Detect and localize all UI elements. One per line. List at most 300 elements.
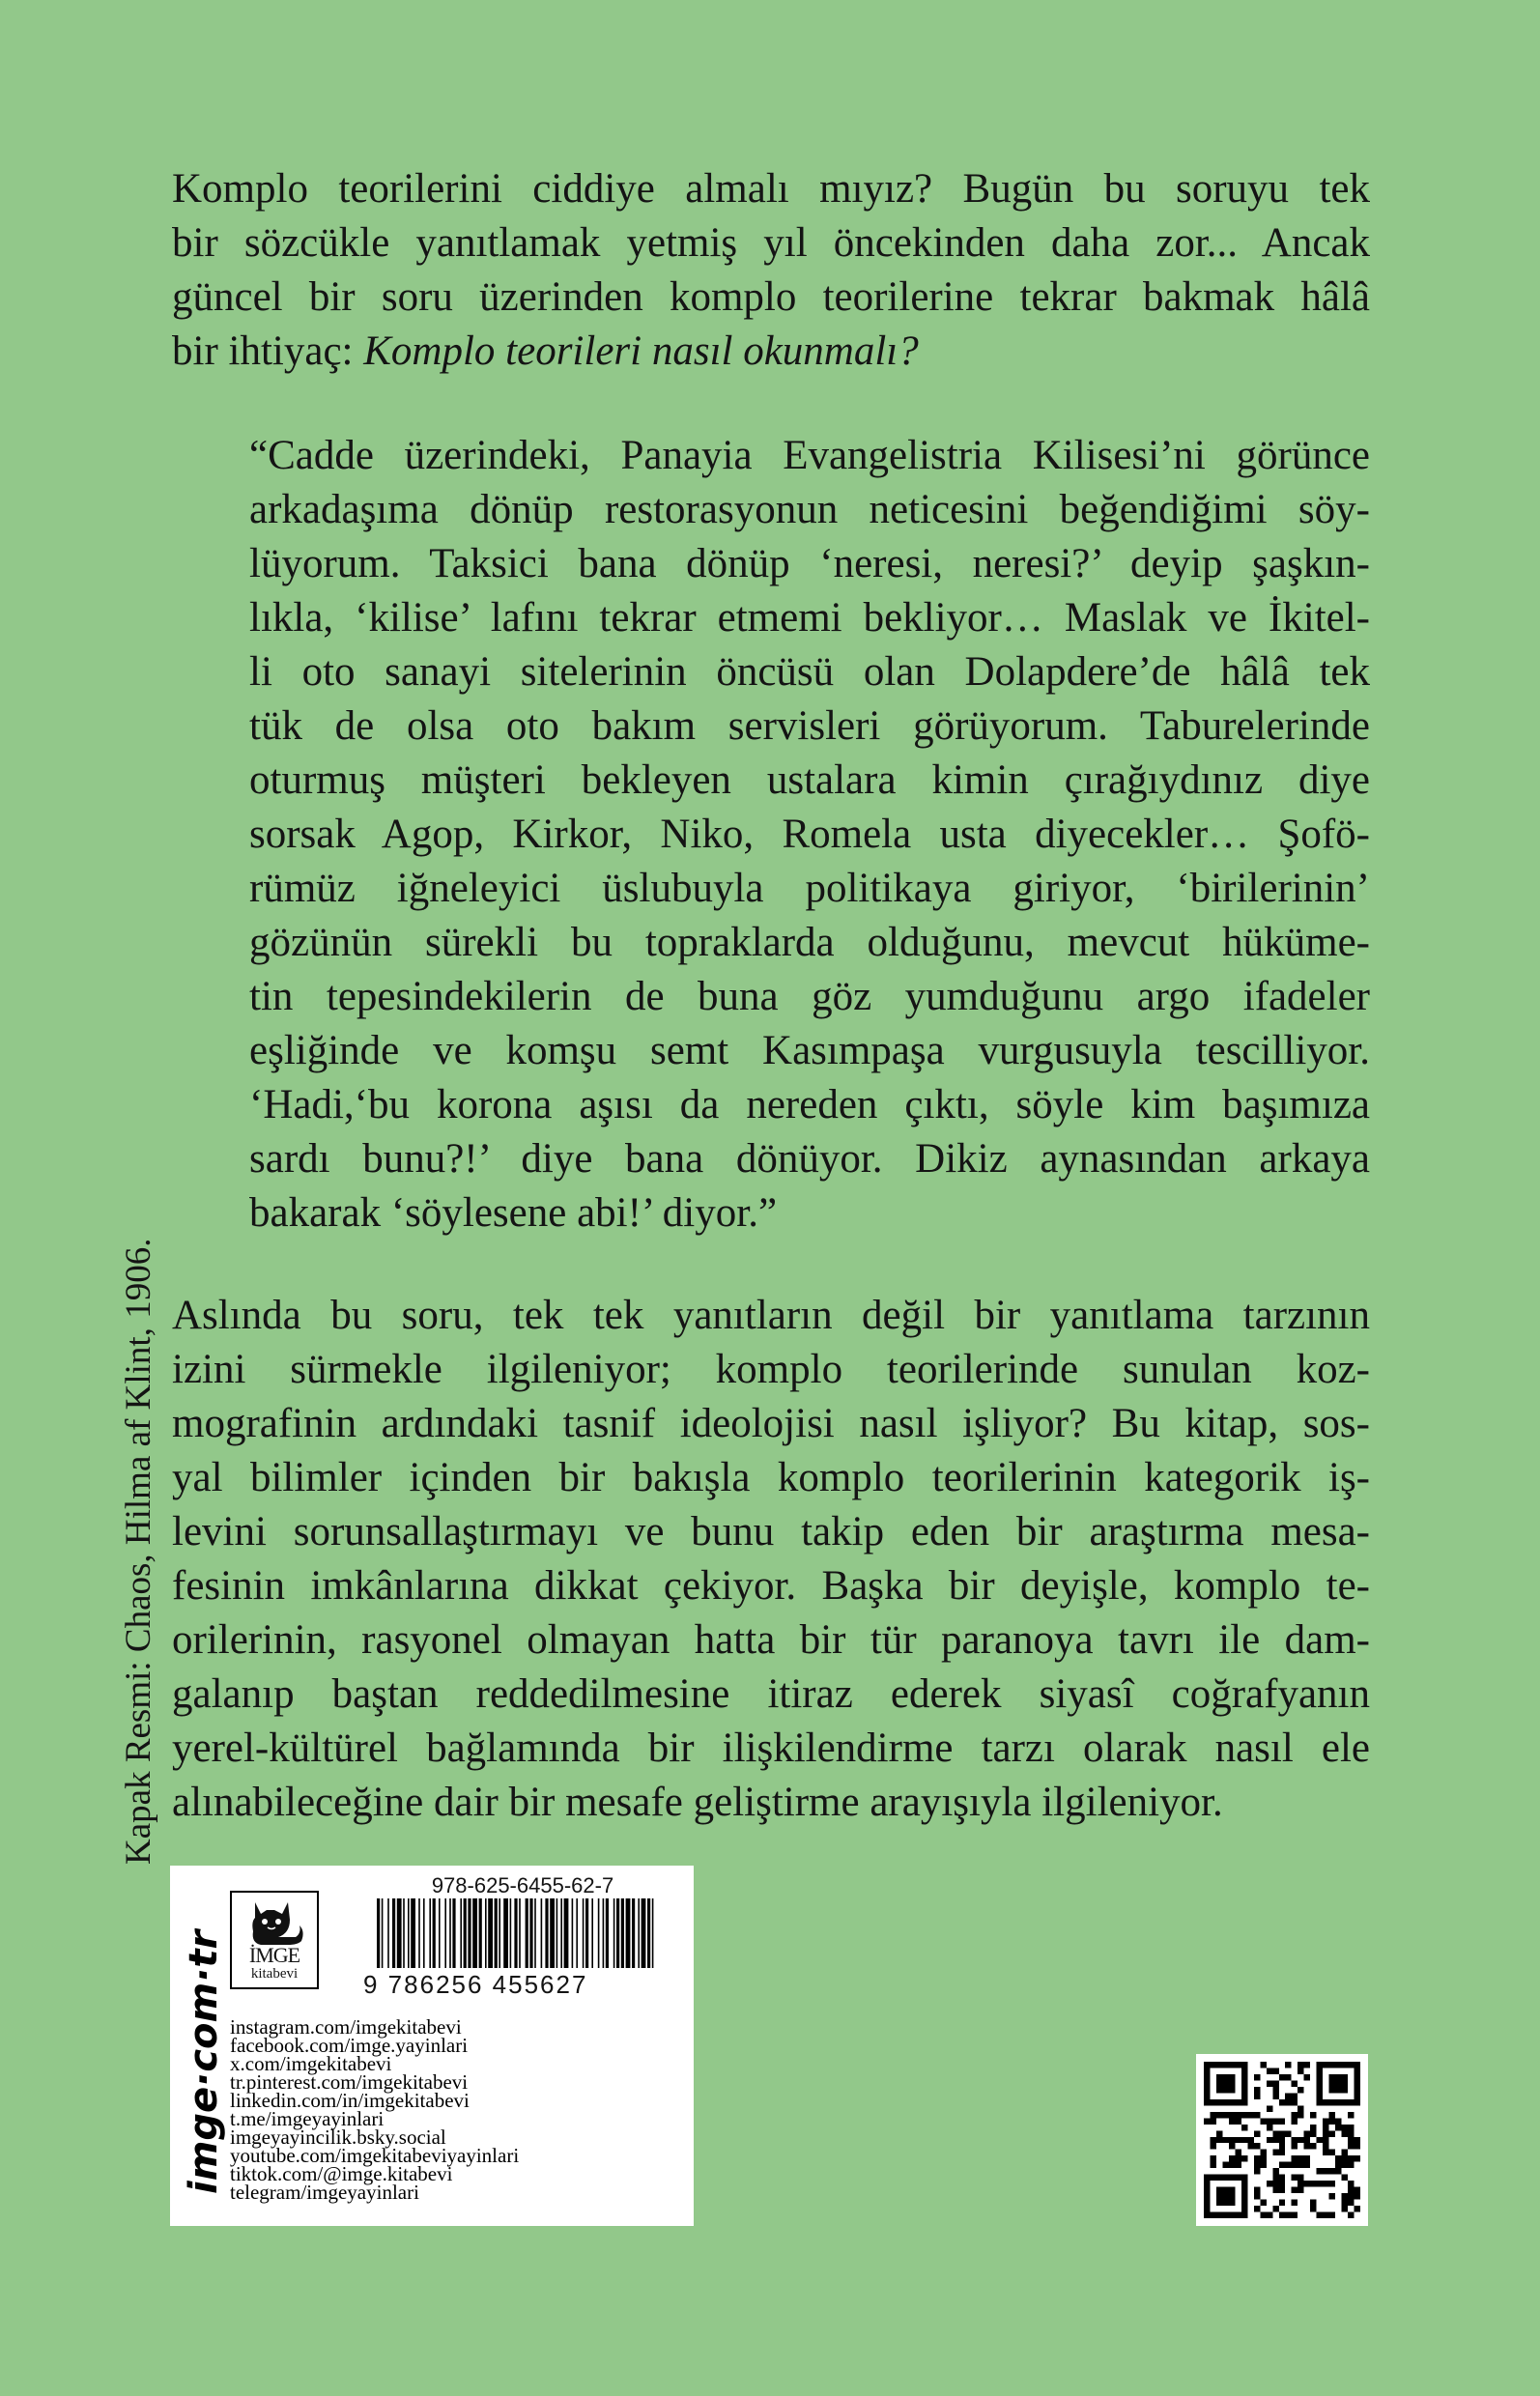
barcode-bar — [550, 1898, 555, 1968]
qr-module — [1342, 2062, 1348, 2068]
qr-module — [1267, 2105, 1272, 2111]
qr-module — [1254, 2155, 1260, 2161]
qr-module — [1267, 2125, 1272, 2130]
qr-module — [1222, 2193, 1228, 2199]
qr-module — [1323, 2150, 1328, 2155]
qr-module — [1272, 2080, 1278, 2086]
qr-module — [1216, 2062, 1222, 2068]
qr-module — [1342, 2080, 1348, 2086]
qr-module — [1229, 2143, 1235, 2149]
qr-module — [1329, 2087, 1335, 2093]
qr-module — [1304, 2137, 1310, 2143]
qr-module — [1335, 2125, 1341, 2130]
qr-module — [1335, 2168, 1341, 2174]
qr-module — [1204, 2118, 1210, 2124]
qr-module — [1348, 2125, 1354, 2130]
barcode-bar — [613, 1898, 615, 1968]
qr-module — [1285, 2074, 1291, 2080]
barcode-bar — [576, 1898, 578, 1968]
qr-module — [1348, 2187, 1354, 2193]
qr-module — [1254, 2168, 1260, 2174]
qr-module — [1304, 2074, 1310, 2080]
qr-module — [1335, 2080, 1341, 2086]
intro-last-line — [172, 325, 1370, 379]
qr-module — [1317, 2087, 1323, 2093]
social-link[interactable]: facebook.com/imge.yayinlari — [230, 2034, 469, 2057]
qr-module — [1210, 2155, 1215, 2161]
qr-module — [1204, 2093, 1210, 2098]
qr-module — [1204, 2087, 1210, 2093]
qr-module — [1292, 2162, 1298, 2168]
qr-module — [1323, 2168, 1328, 2174]
qr-module — [1204, 2099, 1210, 2105]
body-paragraph — [172, 1289, 1370, 1830]
qr-module — [1292, 2080, 1298, 2086]
qr-module — [1247, 2143, 1253, 2149]
qr-module — [1210, 2162, 1215, 2168]
qr-module — [1210, 2099, 1215, 2105]
qr-module — [1317, 2181, 1323, 2186]
qr-module — [1235, 2118, 1241, 2124]
qr-module — [1279, 2130, 1285, 2136]
intro-question-prefix: bir ihtiyaç: — [172, 328, 364, 374]
qr-module — [1292, 2212, 1298, 2218]
qr-module — [1335, 2099, 1341, 2105]
qr-module — [1298, 2181, 1303, 2186]
barcode-bar — [519, 1898, 521, 1968]
qr-module — [1204, 2200, 1210, 2206]
qr-module — [1216, 2130, 1222, 2136]
qr-module — [1210, 2143, 1215, 2149]
body-line: alınabileceğine dair bir mesafe geliştirme arayışıyla ilgileniyor. — [172, 1780, 1223, 1825]
qr-module — [1329, 2118, 1335, 2124]
qr-module — [1272, 2130, 1278, 2136]
qr-module — [1335, 2062, 1341, 2068]
qr-module — [1279, 2143, 1285, 2149]
qr-module — [1329, 2181, 1335, 2186]
qr-module — [1247, 2137, 1253, 2143]
quote-line: li oto sanayi sitelerinin öncüsü olan Dolapdere’de hâlâ tek — [249, 649, 1370, 695]
qr-module — [1204, 2062, 1210, 2068]
qr-module — [1317, 2080, 1323, 2086]
barcode-bar — [452, 1898, 455, 1968]
barcode-bar — [423, 1898, 425, 1968]
barcode-bar — [606, 1898, 609, 1968]
qr-module — [1323, 2118, 1328, 2124]
qr-module — [1355, 2087, 1360, 2093]
qr-module — [1222, 2175, 1228, 2181]
qr-module — [1298, 2062, 1303, 2068]
qr-module — [1210, 2212, 1215, 2218]
qr-module — [1317, 2093, 1323, 2098]
publisher-site: imge·com·tr — [182, 1929, 226, 2194]
qr-module — [1323, 2137, 1328, 2143]
quote-line: tin tepesindekilerin de buna göz yumduğunu argo ifadeler — [249, 974, 1370, 1019]
qr-module — [1292, 2143, 1298, 2149]
barcode-bar — [598, 1898, 600, 1968]
qr-module — [1348, 2137, 1354, 2143]
qr-module — [1329, 2062, 1335, 2068]
qr-module — [1335, 2087, 1341, 2093]
qr-module — [1254, 2093, 1260, 2098]
barcode-bar — [377, 1898, 380, 1968]
barcode-bar — [638, 1898, 640, 1968]
quote-line: eşliğinde ve komşu semt Kasımpaşa vurgusuyla tescilliyor. — [249, 1028, 1370, 1073]
qr-module — [1272, 2206, 1278, 2211]
qr-module — [1279, 2150, 1285, 2155]
barcode-bar — [514, 1898, 517, 1968]
qr-module — [1210, 2112, 1215, 2118]
qr-module — [1229, 2162, 1235, 2168]
quote-line: tük de olsa oto bakım servisleri görüyorum. Taburelerinde — [249, 703, 1370, 749]
qr-module — [1323, 2125, 1328, 2130]
barcode-bar — [541, 1898, 543, 1968]
qr-module — [1310, 2181, 1316, 2186]
qr-module — [1292, 2200, 1298, 2206]
barcode-bar — [468, 1898, 471, 1968]
barcode-bar — [616, 1898, 619, 1968]
qr-module — [1298, 2175, 1303, 2181]
qr-module — [1298, 2112, 1303, 2118]
social-link[interactable]: tr.pinterest.com/imgekitabevi — [230, 2070, 469, 2094]
barcode-bar — [488, 1898, 493, 1968]
qr-module — [1348, 2130, 1354, 2136]
qr-module — [1285, 2162, 1291, 2168]
qr-module — [1329, 2212, 1335, 2218]
qr-module — [1355, 2155, 1360, 2161]
qr-module — [1355, 2206, 1360, 2211]
qr-module — [1342, 2150, 1348, 2155]
qr-module — [1342, 2125, 1348, 2130]
qr-module — [1272, 2068, 1278, 2073]
body-line: fesinin imkânlarına dikkat çekiyor. Başka bir deyişle, komplo te- — [172, 1563, 1370, 1609]
quote-line: arkadaşıma dönüp restorasyonun neticesini beğendiğimi söy- — [249, 487, 1370, 532]
body-line: yerel-kültürel bağlamında bir ilişkilendirme tarzı olarak nasıl ele — [172, 1726, 1370, 1771]
barcode-bar — [439, 1898, 441, 1968]
barcode-bar — [479, 1898, 482, 1968]
qr-module — [1204, 2074, 1210, 2080]
qr-module — [1241, 2175, 1247, 2181]
barcode-bar — [449, 1898, 451, 1968]
quote-line: lıkla, ‘kilise’ lafını tekrar etmemi bekliyor… Maslak ve İkitel- — [249, 595, 1370, 641]
qr-module — [1272, 2181, 1278, 2186]
barcode-bar — [444, 1898, 446, 1968]
qr-module — [1260, 2162, 1266, 2168]
qr-module — [1317, 2074, 1323, 2080]
qr-module — [1335, 2162, 1341, 2168]
qr-module — [1241, 2093, 1247, 2098]
qr-module — [1285, 2212, 1291, 2218]
qr-module — [1229, 2074, 1235, 2080]
qr-module — [1292, 2099, 1298, 2105]
qr-module — [1241, 2181, 1247, 2186]
qr-module — [1260, 2150, 1266, 2155]
body-line: orilerinin, rasyonel olmayan hatta bir tür paranoya tavrı ile dam- — [172, 1617, 1370, 1663]
quote-line: sorsak Agop, Kirkor, Niko, Romela usta diyecekler… Şofö- — [249, 812, 1370, 857]
qr-module — [1355, 2068, 1360, 2073]
qr-module — [1254, 2087, 1260, 2093]
social-link[interactable]: youtube.com/imgekitabeviyayinlari — [230, 2144, 520, 2167]
qr-module — [1342, 2162, 1348, 2168]
qr-module — [1216, 2193, 1222, 2199]
qr-module — [1229, 2099, 1235, 2105]
barcode-digits: 9 786256 455627 — [363, 1970, 588, 1999]
qr-module — [1348, 2200, 1354, 2206]
qr-module — [1216, 2112, 1222, 2118]
barcode-bar — [495, 1898, 498, 1968]
qr-module — [1260, 2155, 1266, 2161]
qr-module — [1272, 2137, 1278, 2143]
qr-module — [1317, 2099, 1323, 2105]
qr-module — [1342, 2155, 1348, 2161]
body-line: galanıp baştan reddedilmesine itiraz ederek siyasî coğrafyanın — [172, 1671, 1370, 1717]
body-line: levini sorunsallaştırmayı ve bunu takip eden bir araştırma mesa- — [172, 1509, 1370, 1555]
social-link[interactable]: x.com/imgekitabevi — [230, 2052, 392, 2075]
qr-module — [1222, 2212, 1228, 2218]
barcode-bar — [408, 1898, 410, 1968]
barcode-bar — [510, 1898, 512, 1968]
qr-module — [1235, 2062, 1241, 2068]
social-link[interactable]: tiktok.com/@imge.kitabevi — [230, 2162, 453, 2185]
qr-module — [1335, 2118, 1341, 2124]
qr-module — [1304, 2130, 1310, 2136]
qr-module — [1210, 2175, 1215, 2181]
qr-module — [1229, 2155, 1235, 2161]
qr-module — [1355, 2099, 1360, 2105]
qr-module — [1216, 2137, 1222, 2143]
qr-module — [1235, 2175, 1241, 2181]
qr-module — [1235, 2162, 1241, 2168]
qr-module — [1348, 2162, 1354, 2168]
logo-subtitle: kitabevi — [250, 1966, 299, 1982]
qr-module — [1241, 2206, 1247, 2211]
qr-module — [1272, 2168, 1278, 2174]
qr-module — [1235, 2150, 1241, 2155]
qr-module — [1222, 2087, 1228, 2093]
qr-module — [1304, 2181, 1310, 2186]
qr-module — [1298, 2137, 1303, 2143]
qr-module — [1229, 2193, 1235, 2199]
barcode-bar — [403, 1898, 405, 1968]
barcode-bar — [632, 1898, 635, 1968]
body-line: izini sürmekle ilgileniyor; komplo teorilerinde sunulan koz- — [172, 1347, 1370, 1392]
qr-module — [1355, 2187, 1360, 2193]
qr-module — [1241, 2112, 1247, 2118]
qr-module — [1355, 2193, 1360, 2199]
qr-module — [1216, 2212, 1222, 2218]
qr-module — [1241, 2080, 1247, 2086]
qr-module — [1310, 2200, 1316, 2206]
qr-module — [1267, 2068, 1272, 2073]
social-link[interactable]: t.me/imgeyayinlari — [230, 2107, 385, 2130]
publisher-panel — [170, 1866, 694, 2226]
qr-module — [1329, 2193, 1335, 2199]
qr-module — [1298, 2187, 1303, 2193]
qr-module — [1241, 2062, 1247, 2068]
body-line: mografinin ardındaki tasnif ideolojisi nasıl işliyor? Bu kitap, sos- — [172, 1401, 1370, 1446]
qr-module — [1222, 2062, 1228, 2068]
quote-line: bakarak ‘söylesene abi!’ diyor.” — [249, 1190, 778, 1236]
barcode-bar — [626, 1898, 631, 1968]
intro-paragraph — [172, 162, 1370, 379]
barcode-bar — [382, 1898, 384, 1968]
qr-module — [1210, 2118, 1215, 2124]
qr-module — [1241, 2137, 1247, 2143]
barcode-bar — [418, 1898, 420, 1968]
qr-module — [1254, 2130, 1260, 2136]
qr-module — [1310, 2112, 1316, 2118]
qr-module — [1323, 2143, 1328, 2149]
qr-module — [1329, 2168, 1335, 2174]
qr-module — [1348, 2193, 1354, 2199]
qr-module — [1355, 2062, 1360, 2068]
qr-module — [1310, 2125, 1316, 2130]
qr-module — [1348, 2143, 1354, 2149]
qr-module — [1298, 2155, 1303, 2161]
qr-module — [1342, 2200, 1348, 2206]
social-link[interactable]: imgeyayincilik.bsky.social — [230, 2125, 446, 2149]
qr-module — [1329, 2150, 1335, 2155]
barcode-bar — [545, 1898, 548, 1968]
barcode-bar — [585, 1898, 588, 1968]
qr-module — [1241, 2155, 1247, 2161]
qr-module — [1279, 2137, 1285, 2143]
barcode-bar — [392, 1898, 395, 1968]
qr-module — [1310, 2130, 1316, 2136]
qr-module — [1254, 2206, 1260, 2211]
qr-module — [1355, 2143, 1360, 2149]
barcode-bar — [472, 1898, 477, 1968]
body-line: Aslında bu soru, tek tek yanıtların değil bir yanıtlama tarzının — [172, 1293, 1370, 1338]
social-link[interactable]: telegram/imgeyayinlari — [230, 2181, 419, 2204]
qr-module — [1260, 2118, 1266, 2124]
qr-module — [1241, 2187, 1247, 2193]
qr-module — [1229, 2200, 1235, 2206]
qr-module — [1241, 2099, 1247, 2105]
qr-module — [1222, 2200, 1228, 2206]
qr-module — [1216, 2074, 1222, 2080]
publisher-logo — [230, 1891, 319, 1989]
qr-module — [1254, 2112, 1260, 2118]
logo-name: İMGE — [248, 1943, 300, 1967]
qr-module — [1285, 2062, 1291, 2068]
qr-module — [1329, 2074, 1335, 2080]
quote-line: ‘Hadi,‘bu korona aşısı da nereden çıktı, söyle kim başımıza — [249, 1082, 1370, 1127]
social-link[interactable]: instagram.com/imgekitabevi — [230, 2015, 462, 2039]
qr-module — [1298, 2162, 1303, 2168]
qr-module — [1254, 2074, 1260, 2080]
barcode-bar — [583, 1898, 585, 1968]
qr-module — [1279, 2074, 1285, 2080]
qr-module — [1355, 2137, 1360, 2143]
qr-module — [1204, 2206, 1210, 2211]
qr-module — [1342, 2175, 1348, 2181]
barcode-bar — [529, 1898, 532, 1968]
qr-module — [1204, 2212, 1210, 2218]
qr-module — [1229, 2112, 1235, 2118]
qr-module — [1204, 2080, 1210, 2086]
qr-module — [1279, 2118, 1285, 2124]
barcode-bar — [556, 1898, 558, 1968]
qr-module — [1323, 2181, 1328, 2186]
qr-module — [1241, 2212, 1247, 2218]
qr-module — [1222, 2137, 1228, 2143]
quote-line: oturmuş müşteri bekleyen ustalara kimin çırağıydınız diye — [249, 757, 1370, 803]
qr-module — [1222, 2080, 1228, 2086]
qr-module — [1204, 2193, 1210, 2199]
qr-module — [1241, 2193, 1247, 2199]
qr-module — [1279, 2099, 1285, 2105]
qr-module — [1323, 2212, 1328, 2218]
barcode-bar — [460, 1898, 462, 1968]
barcode-bar — [433, 1898, 436, 1968]
qr-module — [1267, 2212, 1272, 2218]
qr-module — [1222, 2187, 1228, 2193]
qr-module — [1298, 2105, 1303, 2111]
qr-module — [1229, 2212, 1235, 2218]
qr-module — [1323, 2062, 1328, 2068]
qr-module — [1279, 2175, 1285, 2181]
qr-module — [1216, 2175, 1222, 2181]
social-link[interactable]: linkedin.com/in/imgekitabevi — [230, 2089, 470, 2112]
qr-module — [1267, 2080, 1272, 2086]
qr-module — [1272, 2118, 1278, 2124]
qr-module — [1267, 2181, 1272, 2186]
qr-module — [1335, 2155, 1341, 2161]
qr-module — [1216, 2080, 1222, 2086]
qr-module — [1267, 2137, 1272, 2143]
qr-module — [1241, 2125, 1247, 2130]
qr-module — [1229, 2062, 1235, 2068]
qr-module — [1329, 2130, 1335, 2136]
qr-module — [1304, 2143, 1310, 2149]
qr-code-icon — [1204, 2062, 1360, 2218]
qr-module — [1210, 2137, 1215, 2143]
qr-module — [1247, 2112, 1253, 2118]
barcode-bar — [603, 1898, 605, 1968]
qr-module — [1254, 2193, 1260, 2199]
qr-module — [1348, 2155, 1354, 2161]
qr-module — [1292, 2155, 1298, 2161]
qr-module — [1272, 2187, 1278, 2193]
quote-block — [249, 429, 1370, 1241]
qr-module — [1229, 2187, 1235, 2193]
qr-module — [1235, 2112, 1241, 2118]
qr-module — [1317, 2068, 1323, 2073]
qr-module — [1317, 2168, 1323, 2174]
qr-module — [1222, 2074, 1228, 2080]
qr-module — [1229, 2118, 1235, 2124]
qr-module — [1292, 2112, 1298, 2118]
qr-module — [1241, 2087, 1247, 2093]
intro-line: güncel bir soru üzerinden komplo teorilerine tekrar bakmak hâlâ — [172, 274, 1370, 320]
qr-module — [1229, 2087, 1235, 2093]
qr-module — [1279, 2181, 1285, 2186]
qr-module — [1272, 2087, 1278, 2093]
qr-module — [1204, 2068, 1210, 2073]
qr-module — [1342, 2130, 1348, 2136]
qr-module — [1279, 2162, 1285, 2168]
qr-module — [1204, 2187, 1210, 2193]
qr-module — [1298, 2068, 1303, 2073]
barcode-bar — [499, 1898, 500, 1968]
barcode-bar — [572, 1898, 574, 1968]
qr-module — [1304, 2162, 1310, 2168]
qr-module — [1342, 2087, 1348, 2093]
qr-module — [1355, 2093, 1360, 2098]
qr-module — [1285, 2099, 1291, 2105]
qr-module — [1279, 2187, 1285, 2193]
